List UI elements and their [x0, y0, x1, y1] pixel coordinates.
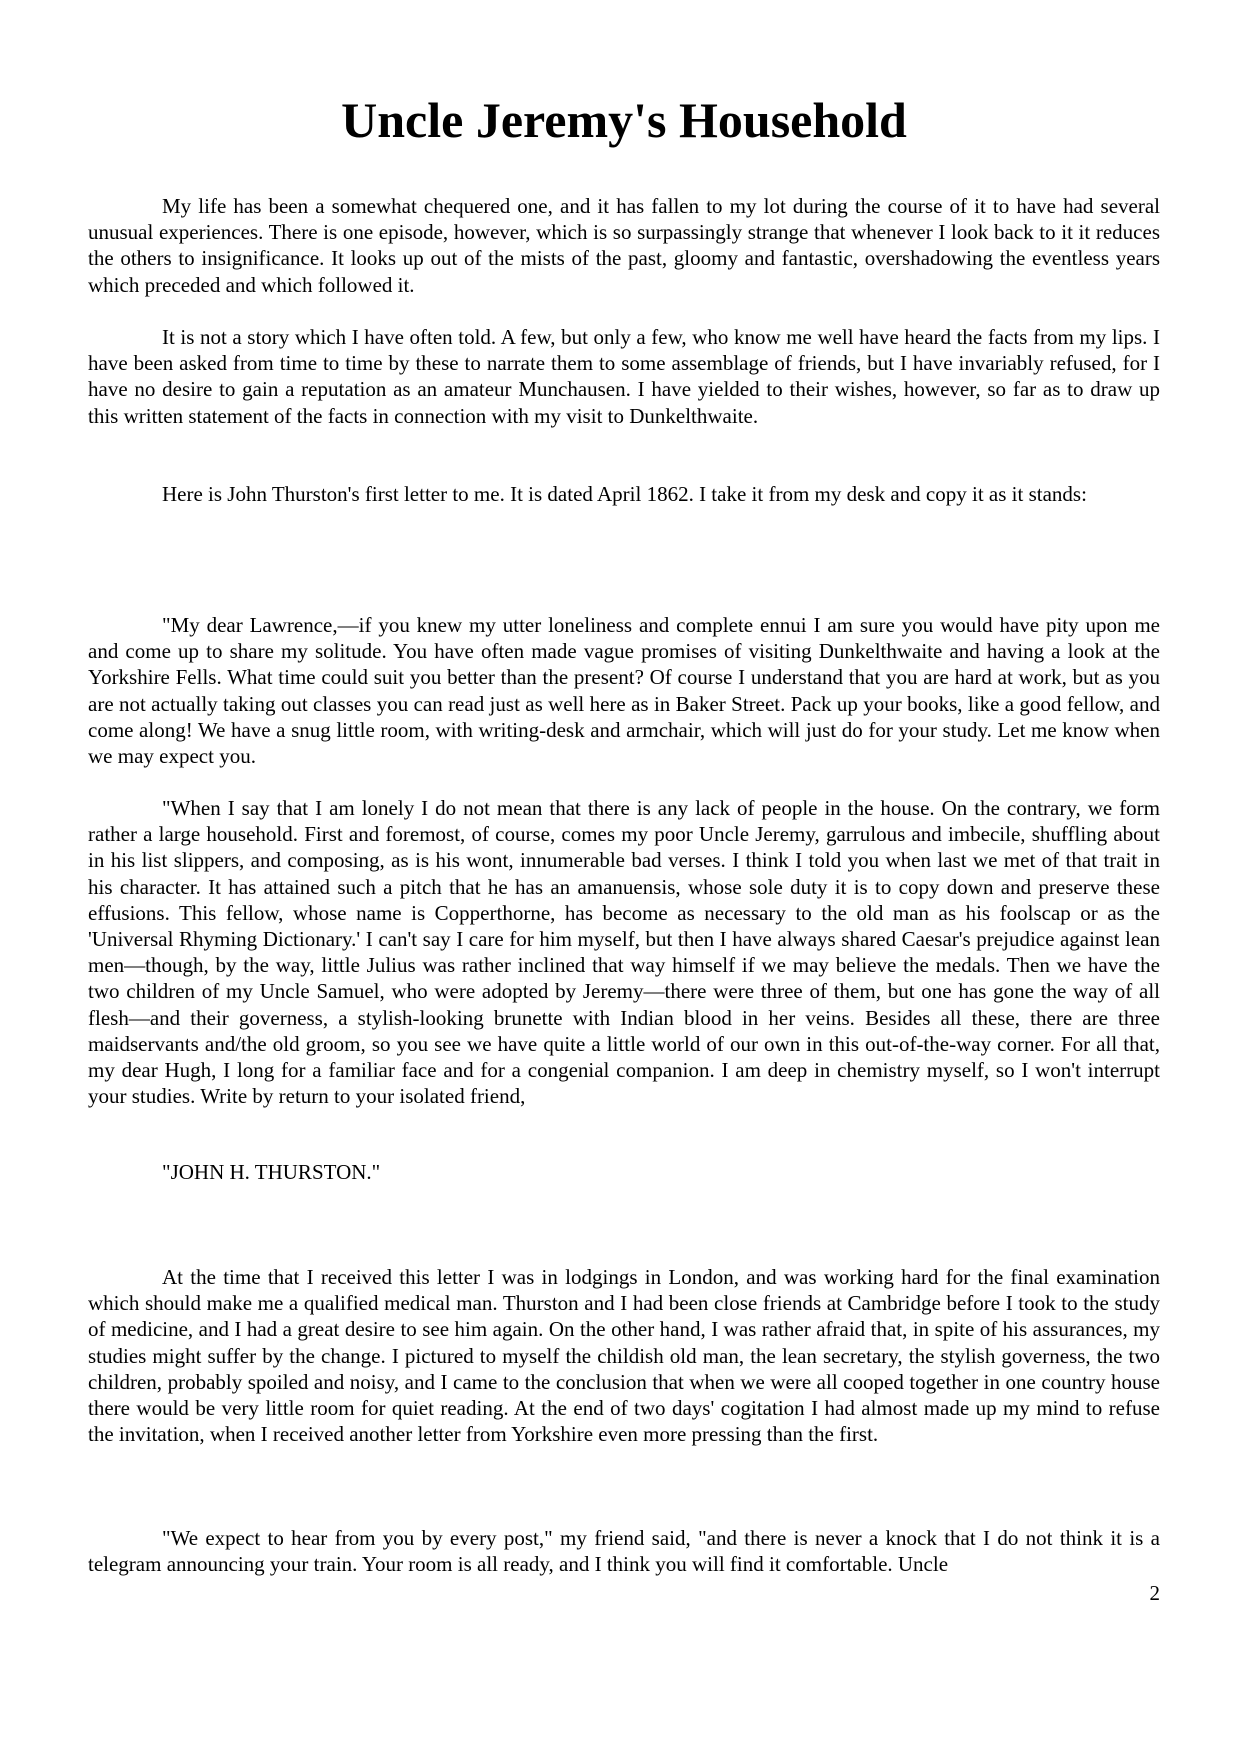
paragraph-letter-greeting: "My dear Lawrence,—if you knew my utter loneliness and complete ennui I am sure you would have pity upon me and come up to share my solitude. You have often made vague promises of visiting Dunkelthwaite and having a look at the Yorkshire Fells. What time could suit you better than the present? Of course I understand that you are hard at work, but as you are not actually taking out classes you can read just as well here as in Baker Street. Pack up your books, like a good fellow, and come along! We have a snug little room, with writing-desk and armchair, which will just do for your study. Let me know when we may expect you.: [88, 613, 1160, 769]
page-number: 2: [1149, 1581, 1160, 1605]
paragraph-letter-intro: Here is John Thurston's first letter to me. It is dated April 1862. I take it from my desk and copy it as it stands:: [162, 482, 1087, 506]
paragraph-received-letter: At the time that I received this letter I was in lodgings in London, and was working hard for the final examination which should make me a qualified medical man. Thurston and I had been close friends at Cambridge before I took to the study of medicine, and I had a great desire to see him again. On the other hand, I was rather afraid that, in spite of his assurances, my studies might suffer by the change. I pictured to myself the childish old man, the lean secretary, the stylish governess, the two children, probably spoiled and noisy, and I came to the conclusion that when we were all cooped together in one country house there would be very little room for quiet reading. At the end of two days' cogitation I had almost made up my mind to refuse the invitation, when I received another letter from Yorkshire even more pressing than the first.: [88, 1265, 1160, 1447]
document-title: Uncle Jeremy's Household: [341, 92, 907, 148]
document-page: [88, 0, 1160, 1755]
paragraph-story-told: It is not a story which I have often told. A few, but only a few, who know me well have heard the facts from my lips. I have been asked from time to time by these to narrate them to some assemblage of friends, but I have invariably refused, for I have no desire to gain a reputation as an amateur Munchausen. I have yielded to their wishes, however, so far as to draw up this written statement of the facts in connection with my visit to Dunkelthwaite.: [88, 325, 1160, 428]
paragraph-letter-signature: "JOHN H. THURSTON.": [162, 1160, 381, 1184]
paragraph-second-letter: "We expect to hear from you by every post," my friend said, "and there is never a knock that I do not think it is a telegram announcing your train. Your room is all ready, and I think you will find it comfortable. Uncle: [88, 1526, 1160, 1577]
paragraph-letter-household: "When I say that I am lonely I do not mean that there is any lack of people in the house. On the contrary, we form rather a large household. First and foremost, of course, comes my poor Uncle Jeremy, garrulous and imbecile, shuffling about in his list slippers, and composing, as is his wont, innumerable bad verses. I think I told you when last we met of that trait in his character. It has attained such a pitch that he has an amanuensis, whose sole duty it is to copy down and preserve these effusions. This fellow, whose name is Copperthorne, has become as necessary to the old man as his foolscap or as the 'Universal Rhyming Dictionary.' I can't say I care for him myself, but then I have always shared Caesar's prejudice against lean men—though, by the way, little Julius was rather inclined that way himself if we may believe the medals. Then we have the two children of my Uncle Samuel, who were adopted by Jeremy—there were three of them, but one has gone the way of all flesh—and their governess, a stylish-looking brunette with Indian blood in her veins. Besides all these, there are three maidservants and/the old groom, so you see we have quite a little world of our own in this out-of-the-way corner. For all that, my dear Hugh, I long for a familiar face and for a congenial companion. I am deep in chemistry myself, so I won't interrupt your studies. Write by return to your isolated friend,: [88, 796, 1160, 1109]
paragraph-intro: My life has been a somewhat chequered one, and it has fallen to my lot during the course of it to have had several unusual experiences. There is one episode, however, which is so surpassingly strange that whenever I look back to it it reduces the others to insignificance. It looks up out of the mists of the past, gloomy and fantastic, overshadowing the eventless years which preceded and which followed it.: [88, 194, 1160, 297]
